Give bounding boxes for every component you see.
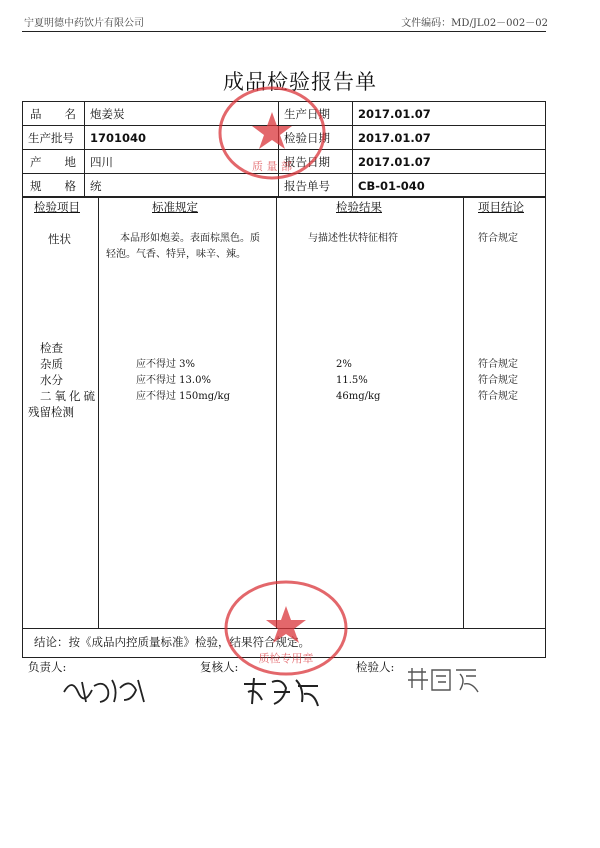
character-standard-1: 本品形如炮姜。表面棕黑色。质 — [120, 233, 260, 244]
report-date-value: 2017.01.07 — [358, 155, 431, 169]
report-no-label: 报告单号 — [284, 179, 330, 193]
row-item: 杂质 — [40, 357, 63, 371]
responsible-signature — [60, 674, 150, 706]
row-item: 水分 — [40, 373, 63, 387]
col-header-item: 检验项目 — [34, 200, 80, 214]
name-label: 品 名 — [30, 107, 76, 121]
origin-value: 四川 — [90, 155, 113, 169]
origin-label: 产 地 — [30, 155, 76, 169]
row-conclusion: 符合规定 — [478, 375, 518, 386]
company-name: 宁夏明德中药饮片有限公司 — [24, 18, 144, 29]
inspector-label: 检验人: — [356, 660, 395, 674]
row-conclusion: 符合规定 — [478, 391, 518, 402]
col-header-result: 检验结果 — [336, 200, 382, 214]
batch-label: 生产批号 — [28, 131, 74, 145]
col-header-standard: 标准规定 — [152, 200, 198, 214]
spec-label: 规 格 — [30, 179, 76, 193]
svg-text:质 量 部: 质 量 部 — [252, 160, 292, 173]
conclusion-text: 结论：按《成品内控质量标准》检验，结果符合规定。 — [34, 635, 310, 649]
prod-date-value: 2017.01.07 — [358, 107, 431, 121]
row-standard: 应不得过 3% — [136, 359, 196, 370]
report-no-value: CB-01-040 — [358, 179, 425, 193]
test-date-label: 检验日期 — [284, 131, 330, 145]
reviewer-signature — [238, 674, 328, 708]
so2-line2: 残留检测 — [28, 405, 74, 419]
character-item: 性状 — [48, 232, 71, 246]
quality-seal-top — [216, 84, 328, 182]
character-standard-2: 轻泡。气香、特异，味辛、辣。 — [106, 249, 246, 260]
row-item: 二氧化硫 — [40, 389, 98, 403]
document-number: 文件编码：MD/JL02－002－02 — [401, 18, 548, 29]
col-header-conclusion: 项目结论 — [478, 200, 524, 214]
spec-value: 统 — [90, 179, 102, 193]
header-rule — [22, 31, 546, 32]
batch-value: 1701040 — [90, 131, 147, 145]
row-result: 2% — [336, 359, 352, 370]
row-result: 11.5% — [336, 375, 368, 386]
inspection-seal-bottom — [222, 578, 350, 678]
row-result: 46mg/kg — [336, 391, 381, 402]
row-conclusion: 符合规定 — [478, 359, 518, 370]
row-standard: 应不得过 150mg/kg — [136, 391, 230, 402]
name-value: 炮姜炭 — [90, 107, 125, 121]
test-date-value: 2017.01.07 — [358, 131, 431, 145]
character-result: 与描述性状特征相符 — [308, 233, 398, 244]
svg-text:质检专用章: 质检专用章 — [258, 652, 314, 665]
inspector-signature — [404, 664, 484, 694]
check-label: 检查 — [40, 341, 63, 355]
character-conclusion: 符合规定 — [478, 233, 518, 244]
row-standard: 应不得过 13.0% — [136, 375, 211, 386]
reviewer-label: 复核人: — [200, 660, 239, 674]
page-title: 成品检验报告单 — [223, 70, 377, 94]
responsible-label: 负责人: — [28, 660, 67, 674]
report-date-label: 报告日期 — [284, 155, 330, 169]
prod-date-label: 生产日期 — [284, 107, 330, 121]
